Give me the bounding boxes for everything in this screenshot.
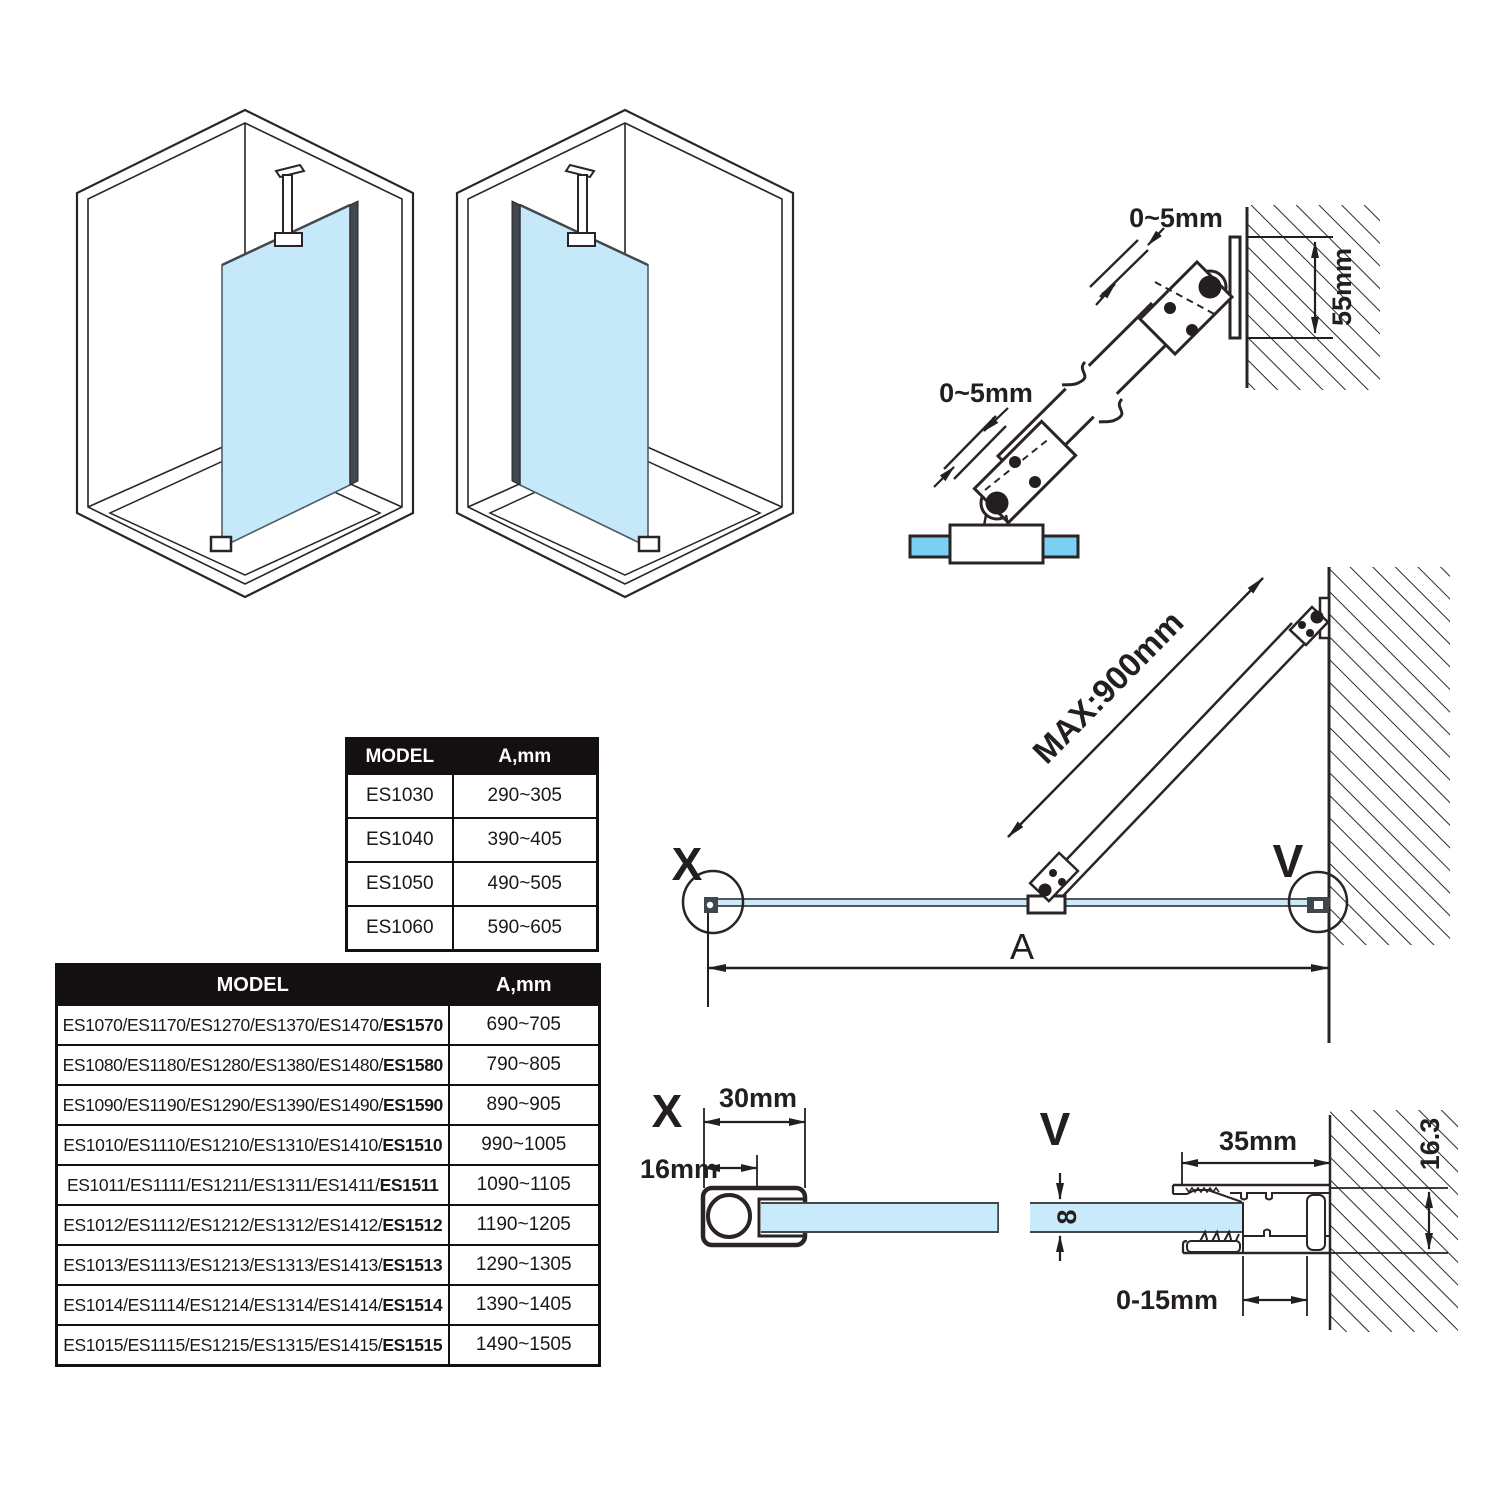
col-header-amm: A,mm: [449, 965, 600, 1006]
glass-thickness-label: 8: [1052, 1209, 1082, 1225]
dimension-30mm: [704, 1083, 805, 1188]
bar-length-label: MAX:900mm: [1025, 603, 1191, 771]
col-header-model: MODEL: [57, 965, 449, 1006]
cell-model: ES1070/ES1170/ES1270/ES1370/ES1470/ES1570: [57, 1005, 449, 1045]
glass-panel: [704, 896, 1329, 913]
plan-view: [660, 555, 1460, 1055]
gap-label-bottom: 0~5mm: [939, 378, 1033, 408]
col-header-amm: A,mm: [453, 739, 598, 775]
cell-model: ES1040: [347, 818, 453, 862]
cell-model: ES1011/ES1111/ES1211/ES1311/ES1411/ES1511: [57, 1165, 449, 1205]
cell-amm: 490~505: [453, 862, 598, 906]
cell-amm: 590~605: [453, 906, 598, 951]
cell-model: ES1013/ES1113/ES1213/ES1313/ES1413/ES1513: [57, 1245, 449, 1285]
detail-v: [1030, 1060, 1500, 1420]
profile-width-label: 35mm: [1218, 1126, 1298, 1156]
pivot-dot: [986, 492, 1009, 515]
wall-hatch: [1329, 567, 1450, 1043]
small-table-body: [347, 774, 598, 951]
end-profile: [703, 1188, 998, 1245]
detail-v-title: V: [1039, 1103, 1071, 1155]
cell-amm: 790~805: [449, 1045, 600, 1085]
table-row: [57, 1325, 600, 1366]
cell-amm: 1090~1105: [449, 1165, 600, 1205]
table-row: [57, 1285, 600, 1325]
callout-x-label: X: [671, 838, 703, 890]
cell-amm: 1190~1205: [449, 1205, 600, 1245]
table-row: [347, 818, 598, 862]
bracket-detail: [900, 170, 1390, 600]
cell-model: ES1080/ES1180/ES1280/ES1380/ES1480/ES1580: [57, 1045, 449, 1085]
table-row: [347, 774, 598, 818]
profile-height-label: 16.3: [1415, 1117, 1445, 1171]
wall-hatch: [1247, 205, 1380, 390]
callout-v-label: V: [1272, 835, 1304, 887]
table-row: [347, 906, 598, 951]
wall-mount-plate: [1230, 237, 1240, 338]
offset-label: 16mm: [639, 1154, 719, 1184]
cell-amm: 1390~1405: [449, 1285, 600, 1325]
cell-model: ES1014/ES1114/ES1214/ES1314/ES1414/ES1514: [57, 1285, 449, 1325]
cell-model: ES1090/ES1190/ES1290/ES1390/ES1490/ES1590: [57, 1085, 449, 1125]
col-header-model: MODEL: [347, 739, 453, 775]
cell-amm: 990~1005: [449, 1125, 600, 1165]
cell-amm: 290~305: [453, 774, 598, 818]
detail-x: [639, 1075, 1005, 1285]
gap-label-top: 0~5mm: [1129, 203, 1223, 233]
cell-model: ES1015/ES1115/ES1215/ES1315/ES1415/ES1515: [57, 1325, 449, 1366]
table-row: [57, 1005, 600, 1045]
width-label: 30mm: [718, 1083, 798, 1113]
dimension-a: [708, 913, 1329, 1007]
table-row: [57, 1205, 600, 1245]
table-row: [57, 1165, 600, 1205]
adjust-label: 0-15mm: [1115, 1285, 1219, 1315]
cell-amm: 1490~1505: [449, 1325, 600, 1366]
big-table-body: [57, 1005, 600, 1366]
dimension-8: [1052, 1173, 1082, 1261]
table-row: [57, 1085, 600, 1125]
detail-x-title: X: [651, 1085, 683, 1137]
pivot-dot: [1199, 276, 1222, 299]
model-table-large: [55, 963, 601, 1367]
table-header-row: [57, 965, 600, 1006]
glass-panel: [761, 1203, 998, 1232]
width-label: A: [1009, 926, 1035, 967]
table-header-row: [347, 739, 598, 775]
table-row: [57, 1245, 600, 1285]
table-row: [57, 1125, 600, 1165]
wall-height-label: 55mm: [1327, 247, 1357, 327]
iso-view-left: [77, 110, 413, 597]
cell-amm: 690~705: [449, 1005, 600, 1045]
cell-model: ES1030: [347, 774, 453, 818]
iso-view-right: [457, 110, 793, 597]
dimension-max900: [1008, 578, 1263, 837]
table-row: [347, 862, 598, 906]
table-row: [57, 1045, 600, 1085]
cell-amm: 890~905: [449, 1085, 600, 1125]
dimension-0-15mm: [1116, 1256, 1307, 1316]
cell-model: ES1060: [347, 906, 453, 951]
cell-model: ES1010/ES1110/ES1210/ES1310/ES1410/ES1510: [57, 1125, 449, 1165]
model-table-small: [345, 737, 599, 952]
dimension-35mm: [1182, 1126, 1330, 1186]
cell-model: ES1050: [347, 862, 453, 906]
cell-amm: 1290~1305: [449, 1245, 600, 1285]
cell-amm: 390~405: [453, 818, 598, 862]
cell-model: ES1012/ES1112/ES1212/ES1312/ES1412/ES1512: [57, 1205, 449, 1245]
